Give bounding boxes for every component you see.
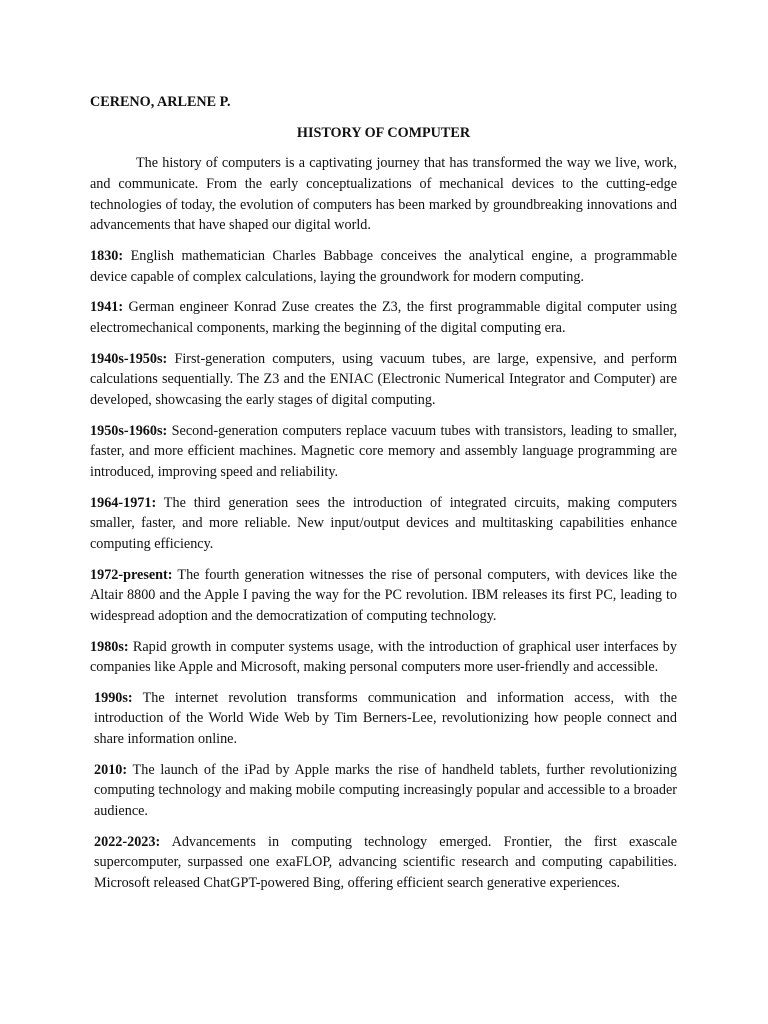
entry-text: The launch of the iPad by Apple marks the rise of handheld tablets, further revolutionizing computing technology and making mobile computing increasingly popular and accessible to a broader audience. bbox=[94, 761, 677, 820]
entry-text: First-generation computers, using vacuum tubes, are large, expensive, and perform calculations sequentially. The Z3 and the ENIAC (Electronic Numerical Integrator and Computer) are developed, showcasing the early stages of digital computing. bbox=[90, 350, 677, 409]
entry-year: 1830: bbox=[90, 248, 124, 265]
entry-year: 1990s: bbox=[94, 689, 133, 706]
entry-year: 1980s: bbox=[90, 638, 129, 655]
timeline-entry-1964-1971 bbox=[90, 493, 677, 555]
entry-text: Advancements in computing technology emerged. Frontier, the first exascale supercomputer, surpassed one exaFLOP, advancing scientific research and computing capabilities. Microsoft released ChatGPT-powered Bing, offering efficient search generative experiences. bbox=[94, 833, 677, 892]
entry-year: 1940s-1950s: bbox=[90, 350, 168, 367]
author-name: CERENO, ARLENE P. bbox=[90, 94, 231, 110]
entry-year: 1964-1971: bbox=[90, 494, 157, 511]
timeline-entry-1980s bbox=[90, 637, 677, 679]
entry-text: Second-generation computers replace vacuum tubes with transistors, leading to smaller, faster, and more efficient machines. Magnetic core memory and assembly language programming are introduced, improving speed and reliability. bbox=[90, 422, 677, 481]
entry-text: The fourth generation witnesses the rise of personal computers, with devices like the Altair 8800 and the Apple I paving the way for the PC revolution. IBM releases its first PC, leading to widespread adoption and the democratization of computing technology. bbox=[90, 566, 677, 625]
timeline-entry-1830 bbox=[90, 246, 677, 288]
entry-year: 1972-present: bbox=[90, 566, 173, 583]
timeline-entry-1950s-1960s bbox=[90, 421, 677, 483]
entry-year: 1950s-1960s: bbox=[90, 422, 168, 439]
entry-text: The internet revolution transforms communication and information access, with the introduction of the World Wide Web by Tim Berners-Lee, revolutionizing how people connect and share information online. bbox=[94, 689, 677, 748]
timeline-entry-2022-2023 bbox=[90, 832, 677, 894]
timeline-entry-1940s-1950s bbox=[90, 349, 677, 411]
timeline-entry-1941 bbox=[90, 297, 677, 339]
entry-year: 1941: bbox=[90, 299, 124, 316]
entry-year: 2010: bbox=[94, 761, 128, 778]
entry-text: Rapid growth in computer systems usage, with the introduction of graphical user interfaces by companies like Apple and Microsoft, making personal computers more user-friendly and accessible. bbox=[90, 638, 677, 676]
entry-text: The third generation sees the introduction of integrated circuits, making computers smaller, faster, and more reliable. New input/output devices and multitasking capabilities enhance computing efficiency. bbox=[90, 494, 677, 553]
document-page bbox=[90, 92, 677, 904]
intro-paragraph: The history of computers is a captivating journey that has transformed the way we live, work, and communicate. From the early conceptualizations of mechanical devices to the cutting-edge technologies of today, the evolution of computers has been marked by groundbreaking innovations and advancements that have shaped our digital world. bbox=[90, 155, 677, 234]
document-title: HISTORY OF COMPUTER bbox=[296, 125, 471, 141]
timeline-entry-1972-present bbox=[90, 565, 677, 627]
entry-text: English mathematician Charles Babbage conceives the analytical engine, a programmable device capable of complex calculations, laying the groundwork for modern computing. bbox=[90, 248, 677, 285]
entry-year: 2022-2023: bbox=[94, 833, 161, 850]
timeline-entry-1990s bbox=[90, 688, 677, 750]
timeline-entry-2010 bbox=[90, 760, 677, 822]
entry-text: German engineer Konrad Zuse creates the Z3, the first programmable digital computer using electromechanical components, marking the beginning of the digital computing era. bbox=[90, 299, 677, 337]
